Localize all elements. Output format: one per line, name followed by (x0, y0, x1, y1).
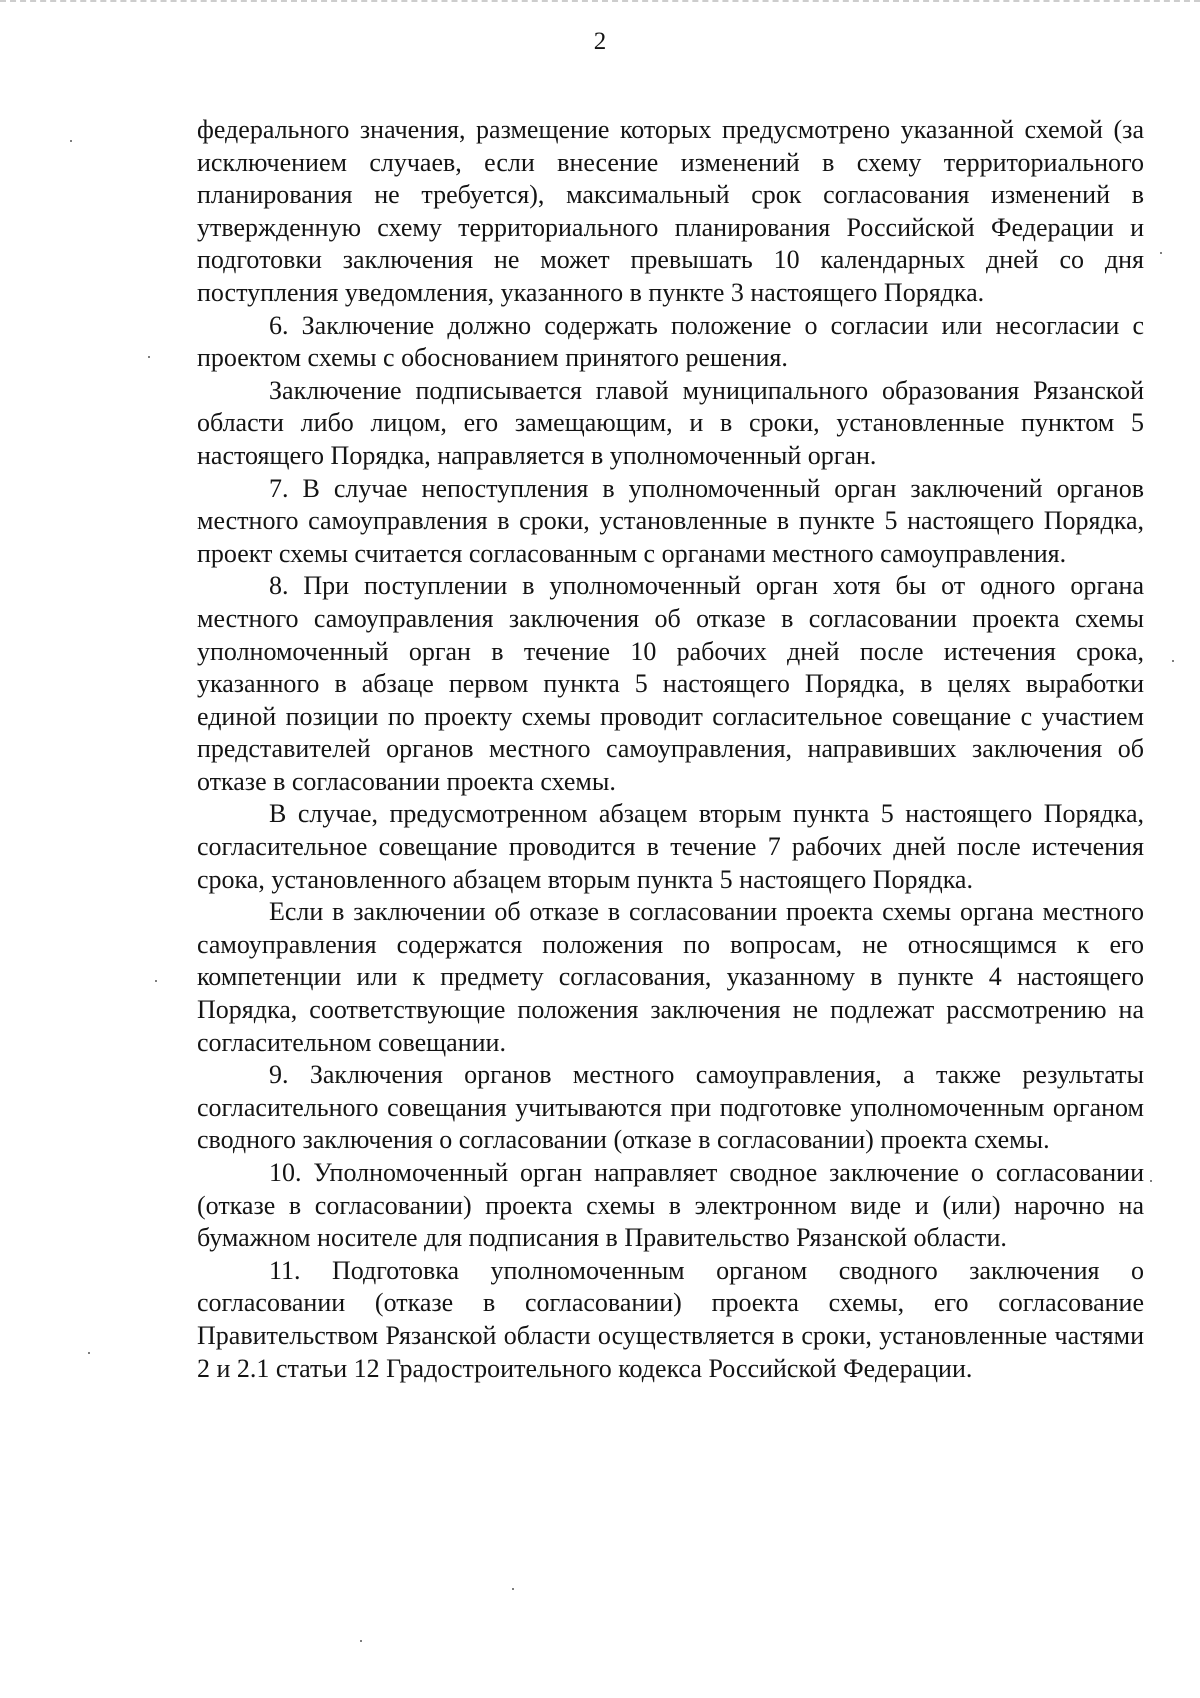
scan-speck (1150, 1180, 1152, 1182)
paragraph-continuation: федерального значения, размещение которых предусмотрено указанной схемой (за исключением случаев, если внесение изменений в схему территориального планирования не требуется), максимальный срок согласования изменений в утвержденную схему территориального планирования Российской Федерации и подготовки заключения не может превышать 10 календарных дней со дня поступления уведомления, указанного в пункте 3 настоящего Порядка. (197, 115, 1144, 307)
page-number: 2 (593, 28, 607, 55)
paragraph-item-9: 9. Заключения органов местного самоуправления, а также результаты согласительного совещания учитываются при подготовке уполномоченным органом сводного заключения о согласовании (отказе в согласовании) проекта схемы. (197, 1060, 1144, 1155)
paragraph-item-8-second: В случае, предусмотренном абзацем вторым пункта 5 настоящего Порядка, согласительное совещание проводится в течение 7 рабочих дней после истечения срока, установленного абзацем вторым пункта 5 настоящего Порядка. (197, 799, 1144, 894)
scan-speck (1160, 252, 1162, 254)
scan-speck (88, 1352, 90, 1354)
paragraph-item-7: 7. В случае непоступления в уполномоченный орган заключений органов местного самоуправления в сроки, установленные в пункте 5 настоящего Порядка, проект схемы считается согласованным с органами местного самоуправления. (197, 473, 1144, 568)
scan-speck (70, 140, 72, 142)
scan-speck (155, 980, 157, 982)
scan-speck (512, 1588, 514, 1590)
scan-speck (360, 1640, 362, 1642)
paragraph-item-10: 10. Уполномоченный орган направляет сводное заключение о согласовании (отказе в согласовании) проекта схемы в электронном виде и (или) нарочно на бумажном носителе для подписания в Правительство Рязанской области. (197, 1158, 1144, 1253)
scan-edge (0, 0, 1200, 22)
document-body (197, 114, 1144, 1385)
paragraph-item-8-third: Если в заключении об отказе в согласовании проекта схемы органа местного самоуправления содержатся положения по вопросам, не относящимся к его компетенции или к предмету согласования, указанному в пункте 4 настоящего Порядка, соответствующие положения заключения не подлежат рассмотрению на согласительном совещании. (197, 897, 1144, 1057)
paragraph-item-6-signing: Заключение подписывается главой муниципального образования Рязанской области либо лицом, его замещающим, и в сроки, установленные пунктом 5 настоящего Порядка, направляется в уполномоченный орган. (197, 375, 1144, 470)
paragraph-item-11: 11. Подготовка уполномоченным органом сводного заключения о согласовании (отказе в согласовании) проекта схемы, его согласование Правительством Рязанской области осуществляется в сроки, установленные частями 2 и 2.1 статьи 12 Градостроительного кодекса Российской Федерации. (197, 1255, 1144, 1383)
paragraph-item-8: 8. При поступлении в уполномоченный орган хотя бы от одного органа местного самоуправления заключения об отказе в согласовании проекта схемы уполномоченный орган в течение 10 рабочих дней после истечения срока, указанного в абзаце первом пункта 5 настоящего Порядка, в целях выработки единой позиции по проекту схемы проводит согласительное совещание с участием представителей органов местного самоуправления, направивших заключения об отказе в согласовании проекта схемы. (197, 571, 1144, 796)
paragraph-item-6: 6. Заключение должно содержать положение о согласии или несогласии с проектом схемы с обоснованием принятого решения. (197, 310, 1144, 373)
scan-speck (1172, 660, 1174, 662)
scan-speck (148, 356, 150, 358)
